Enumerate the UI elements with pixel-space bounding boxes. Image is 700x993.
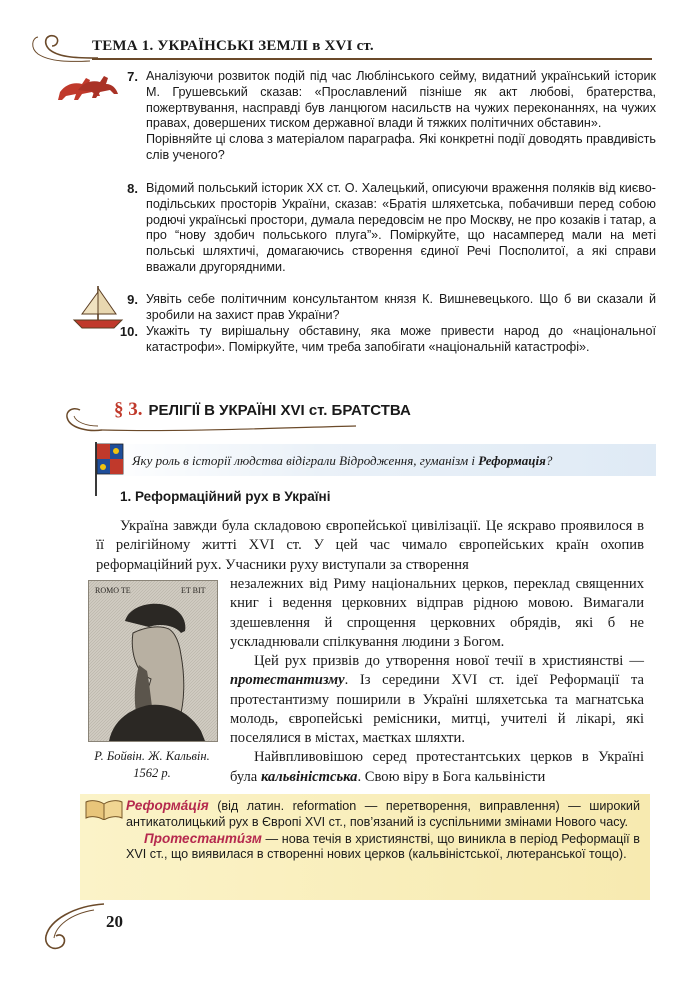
definition-protestantism bbox=[126, 831, 640, 864]
book-icon bbox=[84, 798, 124, 820]
body-paragraph-2 bbox=[230, 652, 644, 748]
definitions-text bbox=[126, 798, 640, 863]
body-paragraph-1-rest: незалежних від Риму національних церков, переклад священних книг і ведення церковних відправ рідною мовою. Вимагали здешевлення й спрощення церковних обрядів, які б не ускладнювали спілкування людини з Богом. bbox=[230, 576, 644, 650]
body-paragraph-wrap bbox=[230, 575, 644, 787]
header-title: ТЕМА 1. УКРАЇНСЬКІ ЗЕМЛІ в XVI ст. bbox=[92, 38, 374, 54]
section-number: § 3. bbox=[114, 399, 143, 420]
definitions-box bbox=[80, 794, 650, 900]
body-paragraph-3-text-b: . Свою віру в Бога кальвіністи bbox=[357, 768, 546, 785]
header-rule bbox=[92, 58, 652, 60]
question-text: Укажіть ту вирішальну обставину, яка може привести народ до «національної катастрофи». Поміркуйте, чим треба запобігати «національній катастрофі». bbox=[146, 324, 656, 354]
definition-body: — нова течія в християнстві, що виникла в період Реформації в XVI ст., що виявилася в створенні нових церков (кальвіністської, лютеранської тощо). bbox=[126, 831, 640, 862]
body-paragraph-1-bottom bbox=[230, 575, 644, 652]
caption-line-2: 1562 р. bbox=[133, 766, 171, 780]
question-text: Аналізуючи розвиток подій під час Люблінського сейму, видатний український історик М. Грушевський сказав: «Прославлений пізніше як акт любові, братерства, пожертвування, насправді був ланцюгом насильств на чужих переконаннях, на чужих правах, довершених тиском державної влади й тяжких політичних обставин». bbox=[146, 69, 656, 131]
footer-ornament bbox=[34, 900, 114, 956]
section-title bbox=[114, 399, 411, 421]
definition-term: Протестанти́зм bbox=[144, 830, 262, 846]
portrait-caption bbox=[78, 748, 226, 782]
portrait-engraving bbox=[89, 581, 217, 741]
intro-question-text: Яку роль в історії людства відіграли Відродження, гуманізм і bbox=[132, 453, 479, 468]
body-paragraph-3 bbox=[230, 748, 644, 787]
calvin-portrait bbox=[88, 580, 218, 742]
section-title-text: РЕЛІГІЇ В УКРАЇНІ XVI ст. БРАТСТВА bbox=[148, 402, 411, 419]
body-paragraph-1-continuation bbox=[230, 575, 644, 652]
definition-reformation bbox=[126, 798, 640, 831]
caption-line-1: Р. Бойвін. Ж. Кальвін. bbox=[94, 749, 210, 763]
body-paragraph-3-emphasis: кальвіністська bbox=[260, 768, 358, 785]
question-text: Порівняйте ці слова з матеріалом параграфа. Які конкретні події доводять правдивість слів ученого? bbox=[146, 132, 656, 162]
definition-term: Реформа́ція bbox=[126, 798, 209, 813]
body-paragraph-2-text-a: Цей рух призвів до утворення нової течії в християнстві — bbox=[254, 653, 644, 669]
question-text: Уявіть себе політичним консультантом князя К. Вишневецького. Що б ви сказали й зробили на захист прав України? bbox=[146, 292, 656, 322]
portrait-inscription-right: ET BIT bbox=[181, 586, 206, 595]
flag-icon bbox=[92, 440, 126, 496]
question-number: 9. bbox=[127, 292, 138, 307]
intro-question-emphasis: Реформація bbox=[478, 453, 546, 468]
page-number: 20 bbox=[106, 912, 123, 931]
horsemen-icon bbox=[56, 70, 120, 104]
question-text: Відомий польський історик XX ст. О. Халецький, описуючи враження поляків від києво-подільських просторів України, сказав: «Братія шляхетська, побачивши перед собою родючі українські простори, думала передовсім не про Москву, не про козаків і татар, а про “нову здобич польського плуга”». Поміркуйте, що насамперед мали на меті польські шляхтичі, домагаючись створення єдиної Речі Посполитої, а які справи вважали другорядними. bbox=[146, 181, 656, 274]
intro-question-end: ? bbox=[545, 453, 553, 468]
body-paragraph-2-emphasis: протестантизму bbox=[230, 672, 345, 689]
body-paragraph-1-top bbox=[96, 517, 644, 575]
intro-question bbox=[132, 453, 552, 469]
definition-body: (від латин. reformation — перетворення, виправлення) — широкий антикатолицький рух в Європі XVI ст., пов’язаний із суспільними змінами Нового часу. bbox=[126, 799, 640, 829]
body-paragraph-2-text-b: . Із середини XVI ст. ідеї Реформації та протестантизму поширили в Україні шляхетська та магнатська молодь, європейські ремісники, митці, учителі й лікарі, які поселялися в містах, маєтках шляхти. bbox=[230, 672, 644, 747]
subsection-title: 1. Реформаційний рух в Україні bbox=[120, 489, 331, 504]
question-number: 7. bbox=[127, 69, 138, 84]
header-ornament bbox=[20, 28, 100, 68]
portrait-inscription-left: ROMO TE bbox=[95, 586, 131, 595]
question-number: 10. bbox=[119, 324, 138, 339]
question-number: 8. bbox=[127, 181, 138, 196]
body-paragraph-3-text-a: Найвпливовішою серед протестантських церков в Україні була bbox=[230, 749, 644, 785]
body-paragraph-1-text: Україна завжди була складовою європейської цивілізації. Це яскраво проявилося в її релігійному житті XVI ст. У цей час чимало європейських країн охопив реформаційний рух. Учасники руху виступали за створення bbox=[96, 518, 644, 573]
